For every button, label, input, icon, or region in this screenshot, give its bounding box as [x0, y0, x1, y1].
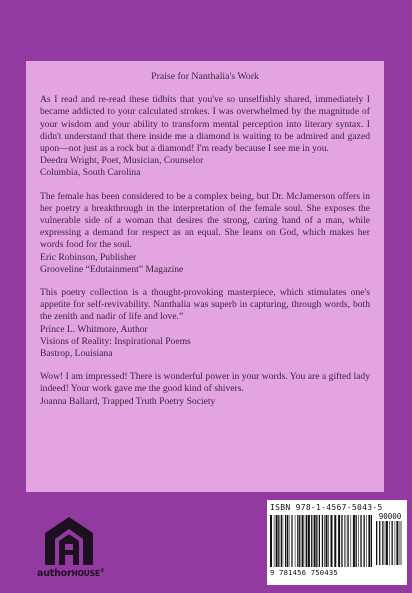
barcode-bars: [270, 513, 404, 577]
praise-quote: Wow! I am impressed! There is wonderful power in your words. You are a gifted lady indeed! Your work gave me the good kind of shivers.: [40, 371, 370, 395]
praise-attribution: Eric Robinson, Publisher: [40, 251, 137, 263]
praise-quote: This poetry collection is a thought-provoking masterpiece, which stimulates one's appetite for self-revivability. Nanthalia was superb in capturing, through words, both the zenith and nadir of life and love.”: [40, 287, 370, 323]
praise-attribution: Columbia, South Carolina: [40, 167, 141, 179]
praise-entry-3: [40, 287, 370, 360]
praise-attribution: Bastrop, Louisiana: [40, 348, 113, 360]
addon-barcode: [376, 513, 404, 567]
praise-entry-2: [40, 191, 370, 276]
praise-heading: Praise for Nanthalia's Work: [151, 71, 259, 82]
praise-attribution: Visions of Reality: Inspirational Poems: [40, 335, 191, 347]
authorhouse-logo-icon: [43, 515, 95, 567]
isbn-label: ISBN 978-1-4567-5043-5: [270, 503, 383, 512]
praise-quote: As I read and re-read these tidbits that you've so unselfishly shared, immediately I became addicted to your calculated strokes. I was overwhelmed by the magnitude of your wisdom and your ability to transform mental perception into literary syntax. I didn't understand that there inside me a diamond is waiting to be admired and gazed upon—not just as a rock but a diamond! I'm ready because I see me in you.: [40, 94, 370, 155]
praise-entry-1: [40, 94, 370, 179]
praise-entry-4: [40, 371, 370, 408]
praise-attribution: Grooveline “Edutainment” Magazine: [40, 263, 184, 275]
praise-attribution: Joanna Ballard, Trapped Truth Poetry Society: [40, 395, 216, 407]
praise-attribution: Prince L. Whitmore, Author: [40, 323, 148, 335]
praise-quote: The female has been considered to be a complex being, but Dr. McJamerson offers in her poetry a breakthrough in the interpretation of the female soul. She exposes the vulnerable side of a woman that desires the strong, caring hand of a man, while expressing a demand for respect as an equal. She leans on God, which makes her words food for the soul.: [40, 190, 370, 251]
addon-number: 90000: [378, 512, 402, 521]
addon-bars: [376, 521, 404, 565]
isbn-barcode: [267, 500, 407, 585]
publisher-name: authorHOUSE®: [37, 568, 105, 580]
ean-barcode: [270, 515, 372, 567]
praise-panel: [26, 61, 384, 492]
ean-digits: 9 781456 750435: [270, 568, 338, 577]
praise-attribution: Deedra Wright, Poet, Musician, Counselor: [40, 155, 204, 167]
publisher-logo: [37, 515, 117, 585]
